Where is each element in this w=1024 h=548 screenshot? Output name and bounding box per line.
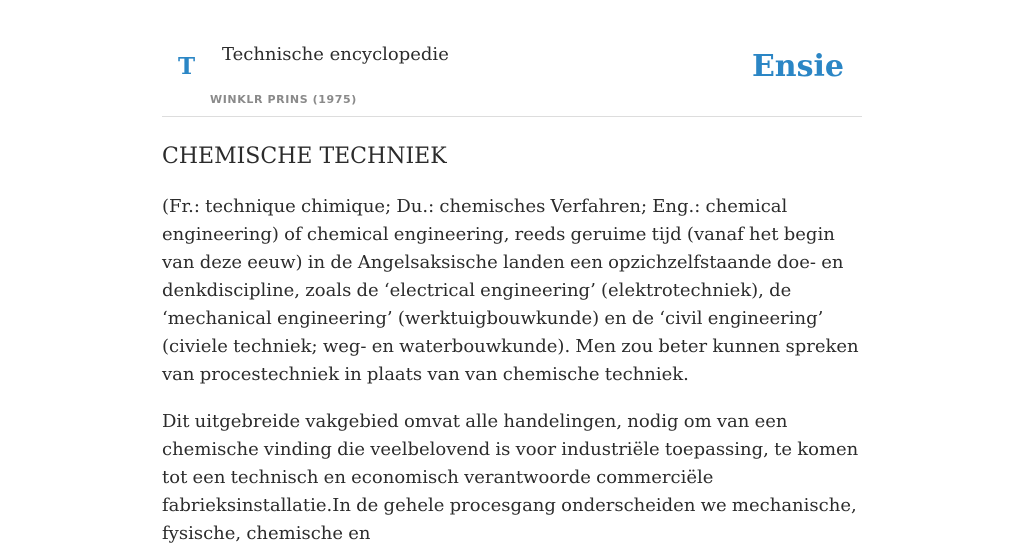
brand-logo-link[interactable]: Ensie — [751, 49, 844, 84]
site-title[interactable]: Technische encyclopedie — [222, 44, 449, 65]
site-header — [162, 0, 862, 117]
page — [162, 0, 862, 548]
article-paragraph: Dit uitgebreide vakgebied omvat alle handelingen, nodig om van een chemische vinding die veelbelovend is voor industriële toepassing, te komen tot een technisch en economisch verantwoorde commerciële fabrieksinstallatie.In de gehele procesgang onderscheiden we mechanische, fysische, chemische en — [162, 411, 859, 545]
site-logo[interactable]: T — [178, 53, 196, 80]
article-paragraph: (Fr.: technique chimique; Du.: chemisches Verfahren; Eng.: chemical engineering) of chemical engineering, reeds geruime tijd (vanaf het begin van deze eeuw) in de Angelsaksische landen een opzichzelfstaande doe- en denkdiscipline, zoals de ‘electrical engineering’ (elektrotechniek), de ‘mechanical engineering’ (werktuigbouwkunde) en de ‘civil engineering’ (civiele techniek; weg- en waterbouwkunde). Men zou beter kunnen spreken van procestechniek in plaats van van chemische techniek. — [162, 196, 859, 386]
article-title: CHEMISCHE TECHNIEK — [162, 144, 447, 169]
site-subtitle: WINKLR PRINS (1975) — [210, 93, 357, 106]
